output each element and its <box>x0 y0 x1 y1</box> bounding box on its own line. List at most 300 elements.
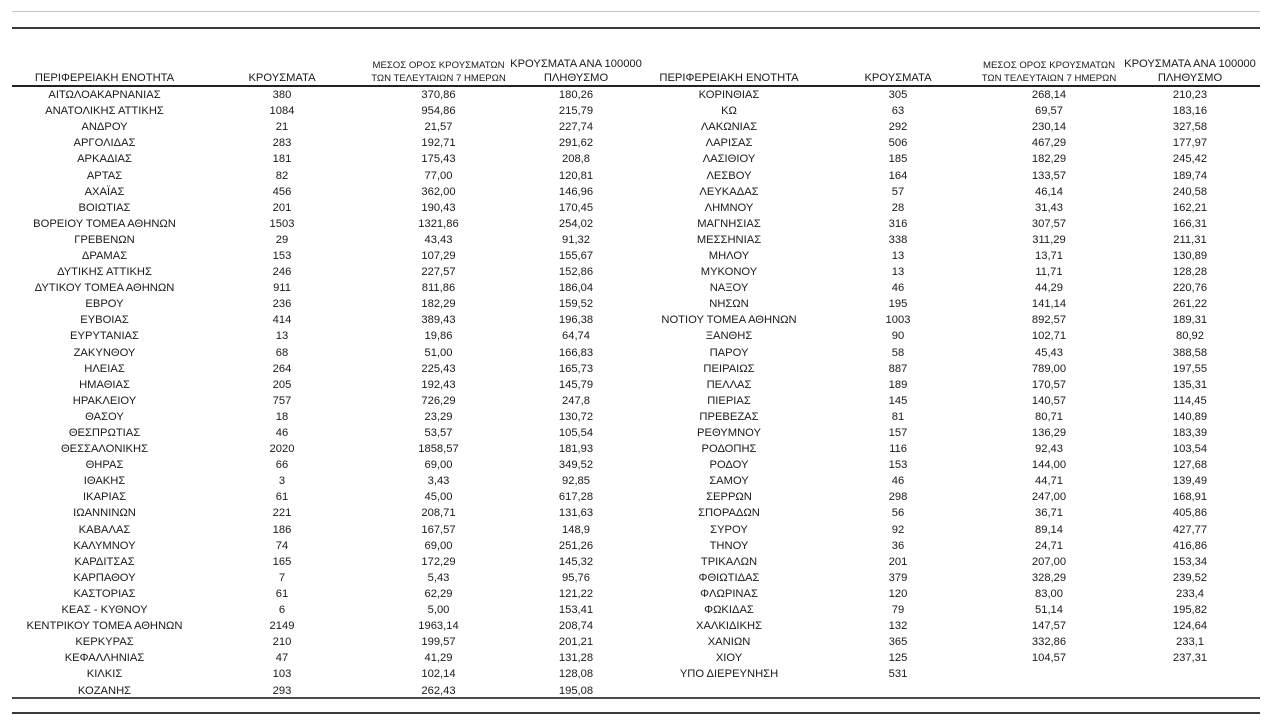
table-row <box>640 570 1260 586</box>
header-per100k-line2: ΠΛΗΘΥΣΜΟ <box>1157 72 1223 84</box>
table-row <box>12 505 642 521</box>
cell-region: ΚΕΦΑΛΛΗΝΙΑΣ <box>64 652 145 665</box>
cell-per100k: 251,26 <box>558 539 594 552</box>
cell-region: ΠΕΙΡΑΙΩΣ <box>703 362 755 375</box>
cell-cases: 2149 <box>269 620 295 633</box>
cell-avg7: 167,57 <box>421 523 456 536</box>
cell-cases: 132 <box>888 620 908 633</box>
cell-avg7: 51,14 <box>1035 604 1063 617</box>
cell-cases: 338 <box>888 233 908 246</box>
table-header-row <box>12 52 642 86</box>
cell-cases: 47 <box>275 652 289 665</box>
cell-per100k <box>1120 666 1260 682</box>
cell-region: ΔΥΤΙΚΗΣ ΑΤΤΙΚΗΣ <box>57 266 152 279</box>
table-row <box>640 200 1260 216</box>
cell-region: ΠΕΛΛΑΣ <box>706 378 752 391</box>
cell-cases: 185 <box>888 153 908 166</box>
cell-avg7: 80,71 <box>1035 410 1063 423</box>
cell-cases: 57 <box>891 185 905 198</box>
cell-avg7: 311,29 <box>1032 233 1066 246</box>
cell-avg7: 307,57 <box>1031 217 1067 230</box>
cell-region: ΧΙΟΥ <box>715 652 743 665</box>
cell-per100k: 145,32 <box>558 555 594 568</box>
table-row <box>12 634 642 650</box>
cell-cases: 456 <box>272 185 292 198</box>
cell-per100k: 162,21 <box>1172 201 1208 214</box>
cell-region: ΑΡΤΑΣ <box>86 169 123 182</box>
cell-per100k: 120,81 <box>558 169 594 182</box>
table-row <box>12 280 642 296</box>
cell-per100k: 177,97 <box>1172 137 1208 150</box>
cell-avg7: 370,86 <box>421 89 456 102</box>
cell-avg7: 182,29 <box>421 298 456 311</box>
cell-per100k: 211,31 <box>1173 233 1207 246</box>
cell-cases: 56 <box>891 507 905 520</box>
cell-avg7: 45,00 <box>424 491 453 504</box>
cell-region: ΒΟΡΕΙΟΥ ΤΟΜΕΑ ΑΘΗΝΩΝ <box>33 217 176 230</box>
table-row <box>640 554 1260 570</box>
cell-per100k: 131,28 <box>558 652 594 665</box>
cell-cases: 29 <box>275 233 289 246</box>
cell-cases: 887 <box>888 362 908 375</box>
cell-region: ΒΟΙΩΤΙΑΣ <box>78 201 131 214</box>
cell-avg7: 268,14 <box>1031 89 1067 102</box>
cell-cases: 120 <box>888 587 908 600</box>
cell-avg7: 102,14 <box>421 668 456 681</box>
cell-region: ΜΕΣΣΗΝΙΑΣ <box>696 233 762 246</box>
cell-cases: 264 <box>272 362 292 375</box>
table-row <box>640 457 1260 473</box>
cell-per100k: 227,74 <box>558 121 594 134</box>
cell-per100k: 261,22 <box>1172 298 1208 311</box>
cell-region: ΑΡΚΑΔΙΑΣ <box>77 153 132 166</box>
cell-avg7: 172,29 <box>421 555 456 568</box>
cell-per100k: 183,39 <box>1172 427 1208 440</box>
table-row <box>640 425 1260 441</box>
cell-avg7: 811,86 <box>421 282 456 295</box>
cell-avg7: 19,86 <box>424 330 453 343</box>
table-row <box>12 103 642 119</box>
table-row <box>640 522 1260 538</box>
cell-per100k: 159,52 <box>558 298 594 311</box>
cell-cases: 61 <box>275 491 289 504</box>
header-region: ΠΕΡΙΦΕΡΕΙΑΚΗ ΕΝΟΤΗΤΑ <box>12 52 197 86</box>
cell-region: ΘΕΣΣΑΛΟΝΙΚΗΣ <box>60 443 149 456</box>
cell-per100k: 130,72 <box>558 410 594 423</box>
header-per100k-line1: ΚΡΟΥΣΜΑΤΑ ΑΝΑ 100000 <box>510 58 642 70</box>
cell-per100k: 121,22 <box>558 587 594 600</box>
table-row <box>640 393 1260 409</box>
cell-per100k: 208,8 <box>562 153 590 166</box>
table-row <box>640 361 1260 377</box>
cell-region: ΚΕΑΣ - ΚΥΘΝΟΥ <box>61 604 148 617</box>
cell-per100k: 128,08 <box>558 668 594 681</box>
cell-cases: 531 <box>888 668 908 681</box>
cell-region: ΚΑΛΥΜΝΟΥ <box>73 539 136 552</box>
cell-avg7: 24,71 <box>1035 539 1063 552</box>
cell-cases: 165 <box>272 555 292 568</box>
header-avg7-line1: ΜΕΣΟΣ ΟΡΟΣ ΚΡΟΥΣΜΑΤΩΝ <box>982 60 1116 71</box>
cell-region: ΗΛΕΙΑΣ <box>84 362 125 375</box>
cell-avg7: 207,00 <box>1031 555 1067 568</box>
cell-region: ΣΑΜΟΥ <box>709 475 749 488</box>
cell-region: ΜΥΚΟΝΟΥ <box>700 266 758 279</box>
cell-avg7: 5,43 <box>427 571 450 584</box>
cell-region: ΛΑΡΙΣΑΣ <box>705 137 753 150</box>
cell-avg7: 69,00 <box>424 459 453 472</box>
cell-avg7: 92,43 <box>1035 443 1063 456</box>
table-row <box>12 473 642 489</box>
cell-region: ΕΥΒΟΙΑΣ <box>80 314 129 327</box>
cell-cases: 201 <box>272 201 292 214</box>
table-row <box>640 538 1260 554</box>
cell-avg7: 328,29 <box>1031 571 1067 584</box>
cell-cases: 7 <box>278 571 286 584</box>
cell-region: ΚΑΒΑΛΑΣ <box>78 523 131 536</box>
cell-cases: 293 <box>272 684 292 697</box>
table-row <box>640 264 1260 280</box>
cell-cases: 36 <box>891 539 905 552</box>
cell-per100k: 170,45 <box>558 201 594 214</box>
cell-per100k: 146,96 <box>558 185 594 198</box>
cell-per100k: 103,54 <box>1172 443 1208 456</box>
cell-cases: 74 <box>275 539 289 552</box>
cell-cases: 181 <box>272 153 292 166</box>
cell-region: ΧΑΝΙΩΝ <box>707 636 751 649</box>
cell-cases: 58 <box>891 346 905 359</box>
cell-avg7: 133,57 <box>1031 169 1067 182</box>
cell-avg7: 36,71 <box>1035 507 1063 520</box>
cell-region: ΤΗΝΟΥ <box>709 539 749 552</box>
cell-cases: 157 <box>888 427 908 440</box>
cell-region: ΔΡΑΜΑΣ <box>81 249 128 262</box>
cell-per100k: 617,28 <box>558 491 594 504</box>
table-row <box>12 489 642 505</box>
cases-table-right <box>640 52 1260 682</box>
cell-per100k: 388,58 <box>1172 346 1208 359</box>
cell-cases: 380 <box>272 89 292 102</box>
cell-per100k: 416,86 <box>1172 539 1208 552</box>
table-row <box>640 602 1260 618</box>
cell-region: ΠΑΡΟΥ <box>709 346 749 359</box>
cell-avg7: 102,71 <box>1031 330 1067 343</box>
table-row <box>12 248 642 264</box>
cell-avg7: 225,43 <box>421 362 456 375</box>
cell-cases: 82 <box>275 169 289 182</box>
cell-per100k: 220,76 <box>1172 282 1208 295</box>
cell-per100k: 168,91 <box>1172 491 1208 504</box>
cell-cases: 28 <box>891 201 905 214</box>
cell-region: ΤΡΙΚΑΛΩΝ <box>700 555 758 568</box>
cell-per100k: 139,49 <box>1172 475 1208 488</box>
cases-table-left <box>12 52 642 699</box>
cell-per100k: 152,86 <box>558 266 594 279</box>
cell-avg7: 332,86 <box>1031 636 1067 649</box>
cell-region: ΔΥΤΙΚΟΥ ΤΟΜΕΑ ΑΘΗΝΩΝ <box>34 282 175 295</box>
cell-region: ΛΑΚΩΝΙΑΣ <box>700 121 758 134</box>
cell-per100k: 166,83 <box>558 346 594 359</box>
cell-per100k: 148,9 <box>562 523 590 536</box>
cell-per100k: 210,23 <box>1172 89 1208 102</box>
table-row <box>12 264 642 280</box>
cell-cases: 164 <box>888 169 908 182</box>
cell-cases: 236 <box>272 298 292 311</box>
cell-cases: 116 <box>889 443 907 456</box>
cell-per100k: 189,31 <box>1172 314 1208 327</box>
cell-avg7: 45,43 <box>1035 346 1063 359</box>
table-row <box>640 135 1260 151</box>
cell-region: ΕΒΡΟΥ <box>85 298 124 311</box>
cell-cases: 103 <box>272 668 292 681</box>
table-row <box>12 393 642 409</box>
cell-cases: 414 <box>272 314 292 327</box>
top-divider-thick <box>12 27 1260 29</box>
cell-cases: 506 <box>888 137 908 150</box>
cell-region: ΛΕΥΚΑΔΑΣ <box>699 185 759 198</box>
cell-avg7: 11,71 <box>1035 266 1063 279</box>
cell-cases: 1084 <box>269 105 295 118</box>
cell-per100k: 233,4 <box>1176 587 1204 600</box>
header-cases: ΚΡΟΥΣΜΑΤΑ <box>197 52 367 86</box>
cell-avg7: 467,29 <box>1031 137 1067 150</box>
cell-region: ΗΡΑΚΛΕΙΟΥ <box>72 394 137 407</box>
table-row <box>640 151 1260 167</box>
cell-per100k: 91,32 <box>562 233 590 246</box>
cell-cases: 316 <box>888 217 908 230</box>
table-row <box>12 86 642 103</box>
cell-cases: 283 <box>272 137 292 150</box>
cell-region: ΚΑΡΠΑΘΟΥ <box>73 571 136 584</box>
cell-cases: 298 <box>888 491 908 504</box>
cell-per100k: 180,26 <box>558 89 594 102</box>
cell-cases: 195 <box>888 298 908 311</box>
cell-cases: 2020 <box>269 443 295 456</box>
table-row <box>12 345 642 361</box>
table-row <box>12 232 642 248</box>
header-avg7 <box>367 52 510 86</box>
cell-region: ΝΗΣΩΝ <box>709 298 749 311</box>
cell-region: ΓΡΕΒΕΝΩΝ <box>74 233 135 246</box>
cell-per100k: 128,28 <box>1172 266 1208 279</box>
cell-region: ΘΑΣΟΥ <box>85 410 124 423</box>
cell-per100k: 405,86 <box>1172 507 1208 520</box>
table-body-left <box>12 86 642 699</box>
cell-region: ΝΑΞΟΥ <box>709 282 749 295</box>
cell-avg7: 1858,57 <box>418 443 459 456</box>
cell-avg7: 247,00 <box>1031 491 1067 504</box>
cell-per100k: 135,31 <box>1172 378 1208 391</box>
table-row <box>640 119 1260 135</box>
cell-avg7: 69,00 <box>424 539 453 552</box>
table-row <box>12 216 642 232</box>
table-row <box>640 650 1260 666</box>
cell-cases: 81 <box>891 410 905 423</box>
cell-cases: 13 <box>891 249 905 262</box>
cell-avg7: 5,00 <box>427 604 450 617</box>
cell-avg7: 107,29 <box>421 249 456 262</box>
cell-per100k: 105,54 <box>558 427 594 440</box>
table-row <box>12 554 642 570</box>
cell-per100k: 233,1 <box>1176 636 1204 649</box>
cell-avg7: 69,57 <box>1035 105 1063 118</box>
cell-cases: 92 <box>891 523 905 536</box>
cell-per100k: 197,55 <box>1172 362 1208 375</box>
cell-region: ΡΟΔΟΠΗΣ <box>701 443 757 456</box>
header-per100k <box>510 52 642 86</box>
header-per100k-line1: ΚΡΟΥΣΜΑΤΑ ΑΝΑ 100000 <box>1124 58 1256 70</box>
cell-region: ΡΟΔΟΥ <box>709 459 749 472</box>
cell-region: ΚΑΣΤΟΡΙΑΣ <box>73 587 136 600</box>
table-row <box>640 86 1260 103</box>
table-row <box>640 666 1260 682</box>
table-row <box>640 103 1260 119</box>
header-region: ΠΕΡΙΦΕΡΕΙΑΚΗ ΕΝΟΤΗΤΑ <box>640 52 818 86</box>
cell-avg7: 89,14 <box>1035 523 1063 536</box>
cell-avg7: 190,43 <box>421 201 456 214</box>
cell-avg7: 21,57 <box>424 121 453 134</box>
table-row <box>640 248 1260 264</box>
table-row <box>12 441 642 457</box>
table-row <box>12 538 642 554</box>
cell-avg7: 41,29 <box>424 652 453 665</box>
cell-region: ΠΡΕΒΕΖΑΣ <box>699 410 759 423</box>
cell-region: ΥΠΟ ΔΙΕΡΕΥΝΗΣΗ <box>679 668 779 681</box>
cell-region: ΦΘΙΩΤΙΔΑΣ <box>698 571 760 584</box>
cell-region: ΚΕΡΚΥΡΑΣ <box>75 636 134 649</box>
cell-cases: 205 <box>272 378 292 391</box>
cell-avg7: 175,43 <box>421 153 456 166</box>
cell-region: ΑΙΤΩΛΟΑΚΑΡΝΑΝΙΑΣ <box>48 89 161 102</box>
table-row <box>12 312 642 328</box>
cell-per100k: 124,64 <box>1172 620 1208 633</box>
cell-cases: 153 <box>888 459 908 472</box>
table-row <box>640 216 1260 232</box>
cell-region: ΑΧΑΪΑΣ <box>84 185 125 198</box>
header-avg7-line2: ΤΩΝ ΤΕΛΕΥΤΑΙΩΝ 7 ΗΜΕΡΩΝ <box>981 73 1117 84</box>
table-row <box>640 505 1260 521</box>
cell-cases: 379 <box>888 571 908 584</box>
cell-per100k: 166,31 <box>1172 217 1208 230</box>
cell-per100k: 153,41 <box>558 604 594 617</box>
header-avg7-line1: ΜΕΣΟΣ ΟΡΟΣ ΚΡΟΥΣΜΑΤΩΝ <box>372 60 505 71</box>
cell-per100k: 245,42 <box>1172 153 1208 166</box>
cell-region: ΙΩΑΝΝΙΝΩΝ <box>73 507 136 520</box>
cell-avg7: 62,29 <box>424 587 453 600</box>
cell-avg7 <box>978 666 1120 682</box>
cell-region: ΑΝΑΤΟΛΙΚΗΣ ΑΤΤΙΚΗΣ <box>45 105 164 118</box>
cell-cases: 90 <box>891 330 905 343</box>
table-row <box>640 473 1260 489</box>
cell-avg7: 1963,14 <box>418 620 459 633</box>
cell-cases: 66 <box>275 459 289 472</box>
table-row <box>12 377 642 393</box>
table-row <box>12 650 642 666</box>
cell-region: ΘΕΣΠΡΩΤΙΑΣ <box>68 427 141 440</box>
cell-region: ΛΑΣΙΘΙΟΥ <box>702 153 756 166</box>
table-row <box>640 312 1260 328</box>
table-header-row <box>640 52 1260 86</box>
cell-region: ΣΥΡΟΥ <box>710 523 748 536</box>
cell-per100k: 131,63 <box>558 507 594 520</box>
cell-cases: 1003 <box>885 314 911 327</box>
table-row <box>640 441 1260 457</box>
cell-per100k: 327,58 <box>1172 121 1208 134</box>
cell-region: ΑΡΓΟΛΙΔΑΣ <box>73 137 136 150</box>
cell-avg7: 144,00 <box>1031 459 1067 472</box>
cell-cases: 221 <box>272 507 292 520</box>
cell-cases: 79 <box>891 604 905 617</box>
table-row <box>640 409 1260 425</box>
cell-avg7: 389,43 <box>421 314 456 327</box>
cell-cases: 68 <box>275 346 289 359</box>
cell-region: ΚΙΛΚΙΣ <box>86 668 123 681</box>
cell-per100k: 155,67 <box>558 249 594 262</box>
table-row <box>640 280 1260 296</box>
cell-region: ΣΕΡΡΩΝ <box>706 491 752 504</box>
cell-cases: 210 <box>272 636 292 649</box>
cell-region: ΚΑΡΔΙΤΣΑΣ <box>74 555 135 568</box>
table-row <box>640 232 1260 248</box>
cell-region: ΙΘΑΚΗΣ <box>83 475 126 488</box>
table-row <box>12 618 642 634</box>
table-row <box>640 296 1260 312</box>
cell-avg7: 147,57 <box>1031 620 1067 633</box>
cell-region: ΛΕΣΒΟΥ <box>706 169 752 182</box>
bottom-divider-2 <box>12 712 1260 714</box>
cell-avg7: 51,00 <box>424 346 453 359</box>
cell-avg7: 83,00 <box>1035 587 1063 600</box>
table-row <box>640 634 1260 650</box>
cell-per100k: 195,82 <box>1172 604 1208 617</box>
cell-avg7: 192,71 <box>421 137 456 150</box>
table-body-right <box>640 86 1260 682</box>
cell-cases: 46 <box>891 282 905 295</box>
cell-per100k: 114,45 <box>1173 394 1207 407</box>
cell-per100k: 208,74 <box>558 620 594 633</box>
cell-per100k: 181,93 <box>558 443 594 456</box>
cell-region: ΧΑΛΚΙΔΙΚΗΣ <box>695 620 762 633</box>
cell-cases: 911 <box>273 282 291 295</box>
table-row <box>12 200 642 216</box>
header-cases: ΚΡΟΥΣΜΑΤΑ <box>818 52 978 86</box>
table-row <box>640 328 1260 344</box>
cell-cases: 3 <box>278 475 286 488</box>
table-row <box>12 135 642 151</box>
header-avg7-line2: ΤΩΝ ΤΕΛΕΥΤΑΙΩΝ 7 ΗΜΕΡΩΝ <box>371 73 506 84</box>
cell-cases: 13 <box>891 266 905 279</box>
cell-region: ΚΟΖΑΝΗΣ <box>77 684 132 697</box>
cell-cases: 201 <box>888 555 908 568</box>
cell-cases: 305 <box>888 89 908 102</box>
cell-per100k: 196,38 <box>558 314 594 327</box>
table-row <box>12 151 642 167</box>
cell-region: ΣΠΟΡΑΔΩΝ <box>698 507 760 520</box>
cell-region: ΚΩ <box>721 105 737 118</box>
cell-avg7: 262,43 <box>421 684 456 697</box>
cell-cases: 186 <box>272 523 292 536</box>
table-row <box>12 586 642 602</box>
cell-cases: 292 <box>888 121 908 134</box>
cell-region: ΑΝΔΡΟΥ <box>81 121 128 134</box>
cell-cases: 46 <box>275 427 289 440</box>
cell-cases: 125 <box>888 652 908 665</box>
table-row <box>640 489 1260 505</box>
table-row <box>12 167 642 183</box>
cell-cases: 189 <box>888 378 908 391</box>
bottom-divider-1 <box>12 697 1260 699</box>
cell-region: ΙΚΑΡΙΑΣ <box>83 491 126 504</box>
cell-per100k: 349,52 <box>558 459 594 472</box>
